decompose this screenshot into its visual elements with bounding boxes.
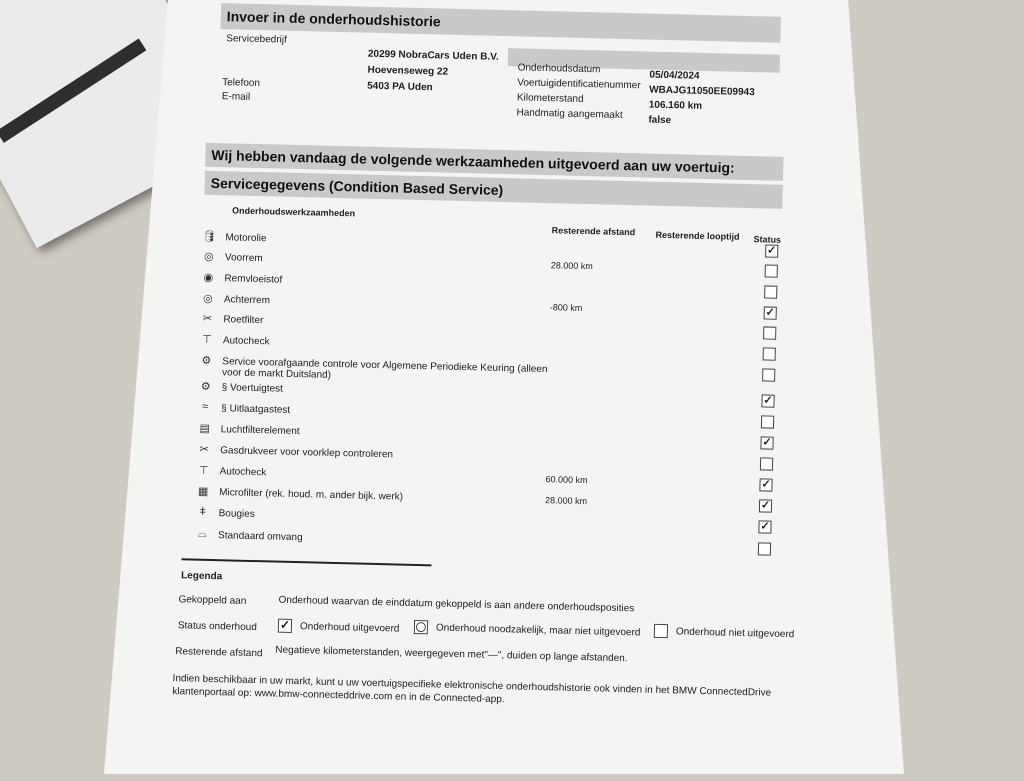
car-icon: ⌓: [197, 527, 207, 540]
status-checkbox-checked: ✓: [763, 394, 773, 407]
row-name: Voorrem: [224, 252, 263, 265]
status-checkbox-checked: ✓: [760, 520, 770, 533]
status-checkbox-empty: [758, 542, 771, 555]
telefoon-label: Telefoon: [222, 77, 261, 90]
row-name: Motorolie: [225, 232, 267, 245]
history-title: Invoer in de onderhoudshistorie: [220, 3, 780, 43]
legend-status-done: Onderhoud uitgevoerd: [299, 621, 400, 635]
row-name: § Voertuigtest: [221, 382, 284, 395]
status-checkbox-empty: [764, 285, 777, 298]
row-name: Service voorafgaande controle voor Algemene Periodieke Keuring (alleen voor de markt Duitsland): [221, 356, 548, 381]
lift-icon: ⊤: [201, 333, 212, 346]
legend-needed-box: [414, 620, 428, 634]
status-checkbox-empty: [765, 264, 778, 277]
row-name: § Uitlaatgastest: [221, 403, 291, 416]
onderhoudsdatum-value: 05/04/2024: [649, 69, 700, 82]
col-header-item: Onderhoudswerkzaamheden: [231, 205, 356, 219]
legend-coupled-text: Onderhoud waarvan de einddatum gekoppeld is aan andere onderhoudsposities: [278, 594, 635, 615]
air-filter-icon: ▤: [199, 422, 211, 435]
company-city: 5403 PA Uden: [367, 80, 433, 94]
row-name: Achterrem: [223, 294, 271, 307]
company-name: 20299 NobraCars Uden B.V.: [367, 48, 499, 63]
legend-status-not-done: Onderhoud niet uitgevoerd: [675, 626, 795, 641]
row-distance: 28.000 km: [550, 260, 593, 272]
spark-plug-icon: ǂ: [199, 505, 207, 518]
kilometerstand-value: 106.160 km: [648, 99, 703, 112]
brake-fluid-icon: ◉: [203, 271, 214, 284]
car-paragraph-icon: ⚙: [200, 380, 211, 393]
handmatig-label: Handmatig aangemaakt: [516, 107, 623, 121]
legend-empty-box: [654, 624, 668, 638]
legend-coupled-label: Gekoppeld aan: [178, 594, 247, 607]
row-distance: -800 km: [549, 302, 583, 313]
row-name: Roetfilter: [223, 314, 264, 327]
tools-icon: ✂: [199, 443, 209, 456]
legend-status-needed: Onderhoud noodzakelijk, maar niet uitgevoerd: [435, 622, 641, 639]
vin-value: WBAJG11050EE09943: [648, 84, 755, 99]
vin-label: Voertuigidentificatienummer: [517, 77, 641, 92]
email-label: E-mail: [221, 91, 251, 103]
row-name: Gasdrukveer voor voorklep controleren: [220, 445, 394, 461]
servicebedrijf-label: Servicebedrijf: [226, 33, 287, 46]
col-header-time: Resterende looptijd: [655, 229, 740, 242]
oil-can-icon: 🛢: [202, 230, 217, 244]
footer-note: Indien beschikbaar in uw markt, kunt u uw voertuigspecifieke elektronische onderhoudshistorie ook vinden in het BMW ConnectedDrive klantenportaal op: www.bmw-connecteddrive.com en in de Connected-app.: [172, 673, 772, 706]
row-name: Autocheck: [222, 335, 270, 348]
kilometerstand-label: Kilometerstand: [516, 92, 584, 105]
tools-icon: ✂: [202, 312, 213, 325]
row-name: Standaard omvang: [217, 530, 303, 544]
car-inspection-icon: ⚙: [201, 354, 212, 367]
status-checkbox-empty: [763, 347, 776, 360]
legend-distance-label: Resterende afstand: [175, 646, 263, 660]
rear-brake-icon: ◎: [202, 292, 213, 305]
legend-check-box: ✓: [279, 617, 291, 632]
lift-icon: ⊤: [198, 464, 209, 477]
row-name: Remvloeistof: [224, 273, 283, 286]
row-name: Autocheck: [219, 466, 267, 479]
legend-status-label: Status onderhoud: [177, 620, 257, 634]
legend-title: Legenda: [180, 570, 223, 583]
col-header-status: Status: [753, 234, 782, 245]
status-checkbox-checked: ✓: [762, 436, 772, 449]
handmatig-value: false: [648, 114, 672, 127]
row-distance: 60.000 km: [545, 474, 588, 486]
legend-divider: [182, 558, 432, 566]
service-heading: Servicegegevens (Condition Based Service): [204, 171, 782, 209]
microfilter-icon: ▦: [197, 485, 209, 498]
status-checkbox-empty: [762, 368, 775, 381]
status-checkbox-empty: [763, 326, 776, 339]
status-checkbox-checked: ✓: [765, 306, 775, 319]
work-heading: Wij hebben vandaag de volgende werkzaamheden uitgevoerd aan uw voertuig:: [205, 143, 783, 181]
col-header-distance: Resterende afstand: [551, 225, 636, 238]
onderhoudsdatum-label: Onderhoudsdatum: [517, 62, 601, 76]
status-checkbox-checked: ✓: [760, 499, 771, 512]
exhaust-paragraph-icon: ≈: [202, 400, 209, 413]
front-brake-icon: ◎: [203, 250, 214, 263]
row-name: Microfilter (rek. houd. m. ander bijk. werk): [219, 487, 404, 503]
legend-distance-text: Negatieve kilometerstanden, weergegeven met"—", duiden op lange afstanden.: [275, 644, 628, 665]
status-checkbox-checked: ✓: [761, 478, 771, 491]
status-checkbox-empty: [760, 457, 773, 470]
row-distance: 28.000 km: [544, 495, 588, 507]
circle-icon: [416, 622, 426, 632]
company-street: Hoevenseweg 22: [367, 64, 449, 78]
row-name: Luchtfilterelement: [220, 424, 300, 438]
row-name: Bougies: [218, 508, 255, 521]
status-checkbox-empty: [761, 415, 774, 428]
status-checkbox-checked: ✓: [766, 244, 777, 257]
